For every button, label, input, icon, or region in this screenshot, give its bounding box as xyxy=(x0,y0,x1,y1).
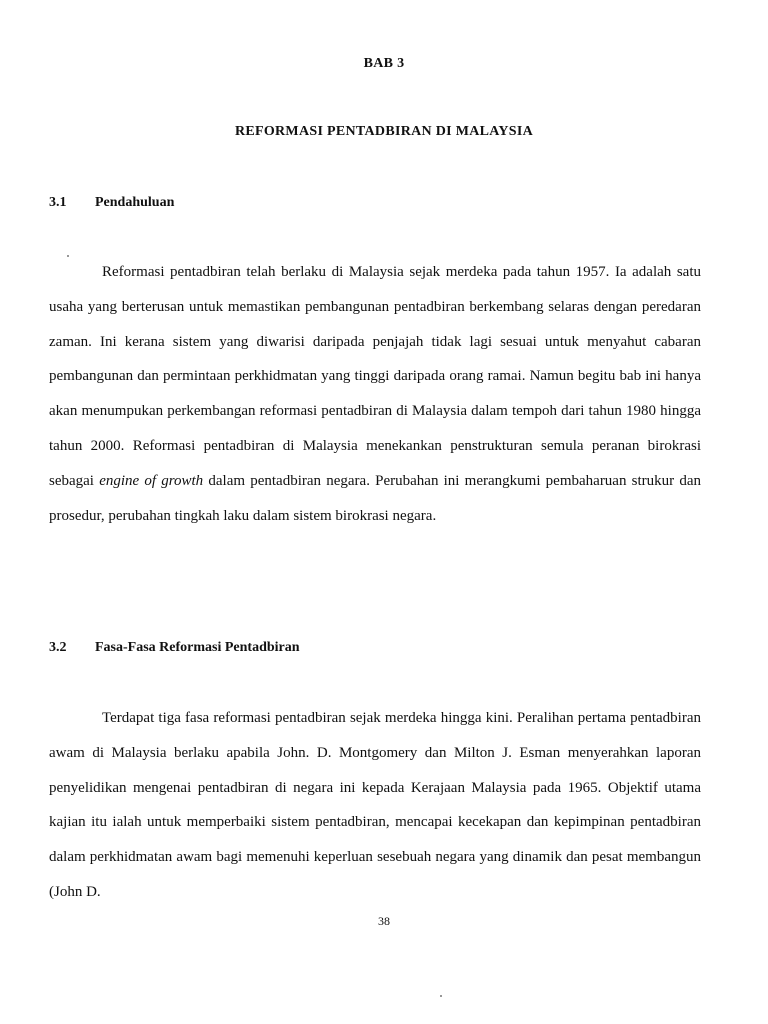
paragraph-text: Reformasi pentadbiran telah berlaku di Malaysia sejak merdeka pada tahun 1957. Ia adalah satu usaha yang berterusan untuk memastikan pembangunan pentadbiran berkembang selaras dengan peredaran zaman. Ini kerana sistem yang diwarisi daripada penjajah tidak lagi sesuai untuk menyahut cabaran pembangunan dan permintaan perkhidmatan yang tinggi daripada orang ramai. Namun begitu bab ini hanya akan menumpukan perkembangan reformasi pentadbiran di Malaysia dalam tempoh dari tahun 1980 hingga tahun 2000. Reformasi pentadbiran di Malaysia menekankan penstrukturan semula peranan birokrasi sebagai xyxy=(49,264,701,489)
body-paragraph xyxy=(49,255,701,533)
section-title: Pendahuluan xyxy=(95,195,175,210)
body-paragraph xyxy=(49,701,701,910)
scan-speck xyxy=(67,255,69,257)
page-number: 38 xyxy=(378,914,390,928)
section-title: Fasa-Fasa Reformasi Pentadbiran xyxy=(95,640,300,655)
paragraph-text: dalam pentadbiran negara. Perubahan ini merangkumi pembaharuan strukur dan prosedur, perubahan tingkah laku dalam sistem birokrasi negara. xyxy=(49,472,702,524)
section-number: 3.2 xyxy=(49,640,67,655)
emphasis-text: engine of growth xyxy=(99,472,204,489)
paragraph-text: Terdapat tiga fasa reformasi pentadbiran sejak merdeka hingga kini. Peralihan pertama pentadbiran awam di Malaysia berlaku apabila John. D. Montgomery dan Milton J. Esman menyerahkan laporan penyelidikan mengenai pentadbiran di negara ini kepada Kerajaan Malaysia pada 1965. Objektif utama kajian itu ialah untuk memperbaiki sistem pentadbiran, mencapai kecekapan dan kepimpinan pentadbiran dalam perkhidmatan awam bagi memenuhi keperluan sesebuah negara yang dinamik dan pesat membangun (John D. xyxy=(49,710,701,900)
section-heading xyxy=(49,640,300,656)
scan-speck xyxy=(440,995,442,997)
section-heading xyxy=(49,195,174,211)
section-number: 3.1 xyxy=(49,195,67,210)
chapter-label: BAB 3 xyxy=(363,56,405,71)
chapter-title: REFORMASI PENTADBIRAN DI MALAYSIA xyxy=(234,124,534,139)
